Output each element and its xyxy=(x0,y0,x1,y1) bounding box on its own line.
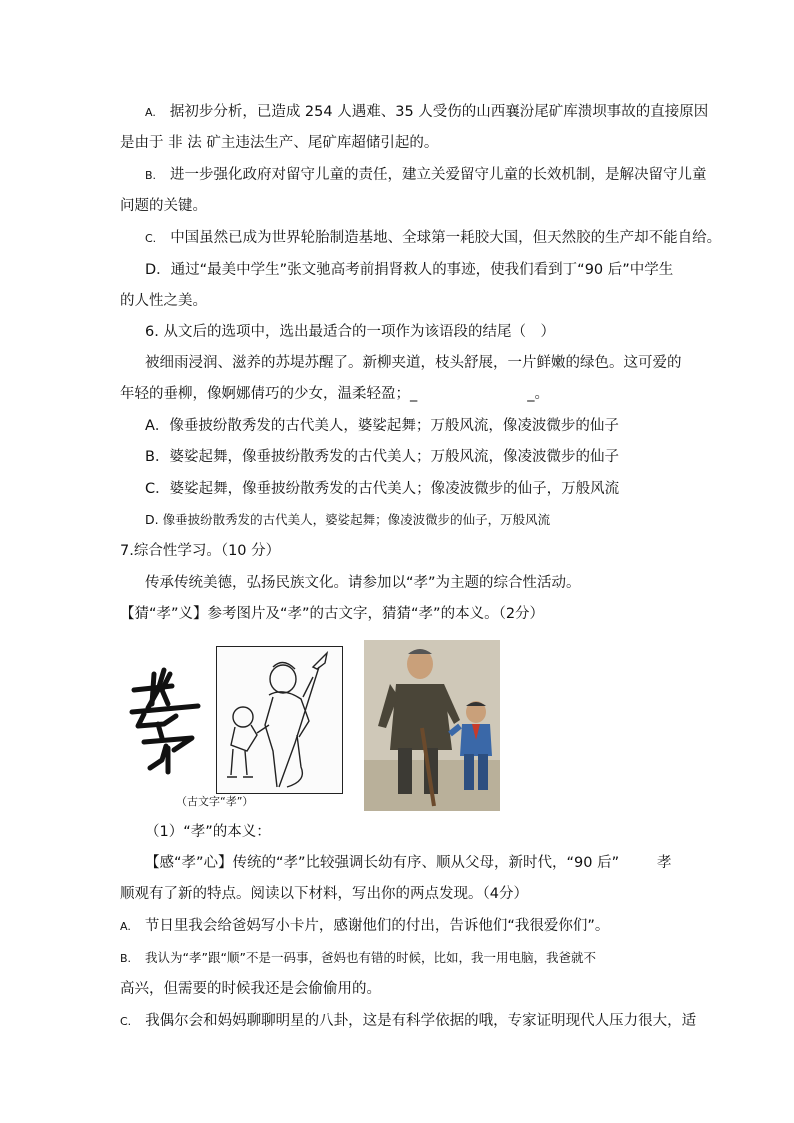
q7-feel-line1-end: 孝 xyxy=(657,855,672,871)
q5-option-c-text: 中国虽然已成为世界轮胎制造基地、全球第一耗胶大国，但天然胶的生产却不能自给。 xyxy=(170,230,722,246)
q5-option-b xyxy=(145,165,707,186)
q7-intro: 传承传统美德，弘扬民族文化。请参加以“孝”为主题的综合性活动。 xyxy=(145,575,581,591)
ancient-character-xiao-image xyxy=(128,660,206,778)
q6-option-d: D. 像垂披纷散秀发的古代美人，婆娑起舞；像凌波微步的仙子，万般风流 xyxy=(145,512,551,527)
q7-material-b-line2: 高兴，但需要的时候我还是会偷偷用的。 xyxy=(120,981,381,997)
q5-option-c-label: C. xyxy=(145,232,157,245)
q7-material-b-label: B. xyxy=(120,952,132,965)
q7-feel-line2: 顺观有了新的特点。阅读以下材料，写出你的两点发现。（4分） xyxy=(120,886,528,902)
q7-material-c-text: 我偶尔会和妈妈聊聊明星的八卦，这是有科学依据的哦，专家证明现代人压力很大，适 xyxy=(145,1013,697,1029)
q7-material-b-text: 我认为“孝”跟“顺”不是一码事，爸妈也有错的时候，比如，我一用电脑，我爸就不 xyxy=(145,950,596,965)
q5-option-a-text: 据初步分析，已造成 254 人遇难、35 人受伤的山西襄汾尾矿库溃坝事故的直接原因 xyxy=(169,104,709,120)
q7-material-c xyxy=(120,1011,696,1032)
q5-option-a-line2: 是由于 非 法 矿主违法生产、尾矿库超储引起的。 xyxy=(120,135,439,151)
q7-feel-line1: 【感“孝”心】传统的“孝”比较强调长幼有序、顺从父母，新时代，“90 后” xyxy=(145,855,620,871)
q7-material-a xyxy=(120,916,609,937)
q7-title: 7.综合性学习。（10 分） xyxy=(120,543,281,559)
q6-passage-line2-end: _。 xyxy=(527,386,549,402)
q5-option-c xyxy=(145,228,721,249)
q6-passage-line2 xyxy=(120,384,549,404)
q6-option-a: A．像垂披纷散秀发的古代美人，婆娑起舞；万般风流，像凌波微步的仙子 xyxy=(145,418,619,434)
q6-passage-line1: 被细雨浸润、滋养的苏堤苏醒了。新柳夹道，枝头舒展，一片鲜嫩的绿色。这可爱的 xyxy=(145,355,682,371)
q5-option-a xyxy=(145,102,708,123)
painting-grandfather-with-child-image xyxy=(364,640,500,811)
q5-option-b-text: 进一步强化政府对留守儿童的责任，建立关爱留守儿童的长效机制，是解决留守儿童 xyxy=(170,167,707,183)
q5-option-b-label: B. xyxy=(145,169,157,182)
q6-passage-line2-start: 年轻的垂柳，像婀娜倩巧的少女，温柔轻盈；_ xyxy=(120,386,418,402)
q7-material-b xyxy=(120,948,596,969)
q5-option-d-line2: 的人性之美。 xyxy=(120,293,207,309)
ancient-character-caption: （古文字“孝”） xyxy=(176,795,254,808)
q7-material-a-text: 节日里我会给爸妈写小卡片，感谢他们的付出，告诉他们“我很爱你们”。 xyxy=(144,918,610,934)
q7-material-a-label: A. xyxy=(120,920,131,933)
q7-sub1: （1）“孝”的本义： xyxy=(145,824,271,840)
cartoon-child-supporting-elder-image xyxy=(216,646,343,794)
q5-option-d: D．通过“最美中学生”张文驰高考前捐肾救人的事迹，使我们看到丁“90 后”中学生 xyxy=(145,262,674,278)
q6-option-c: C．婆娑起舞，像垂披纷散秀发的古代美人；像凌波微步的仙子，万般风流 xyxy=(145,481,620,497)
q7-material-c-label: C. xyxy=(120,1015,132,1028)
q7-guess-prompt: 【猜“孝”义】参考图片及“孝”的古文字，猜猜“孝”的本义。（2分） xyxy=(120,606,545,622)
q6-option-b: B．婆娑起舞，像垂披纷散秀发的古代美人；万般风流，像凌波微步的仙子 xyxy=(145,449,619,465)
q6-question: 6. 从文后的选项中，选出最适合的一项作为该语段的结尾（ ） xyxy=(145,324,555,340)
q5-option-b-line2: 问题的关键。 xyxy=(120,198,207,214)
q5-option-a-label: A. xyxy=(145,106,156,119)
